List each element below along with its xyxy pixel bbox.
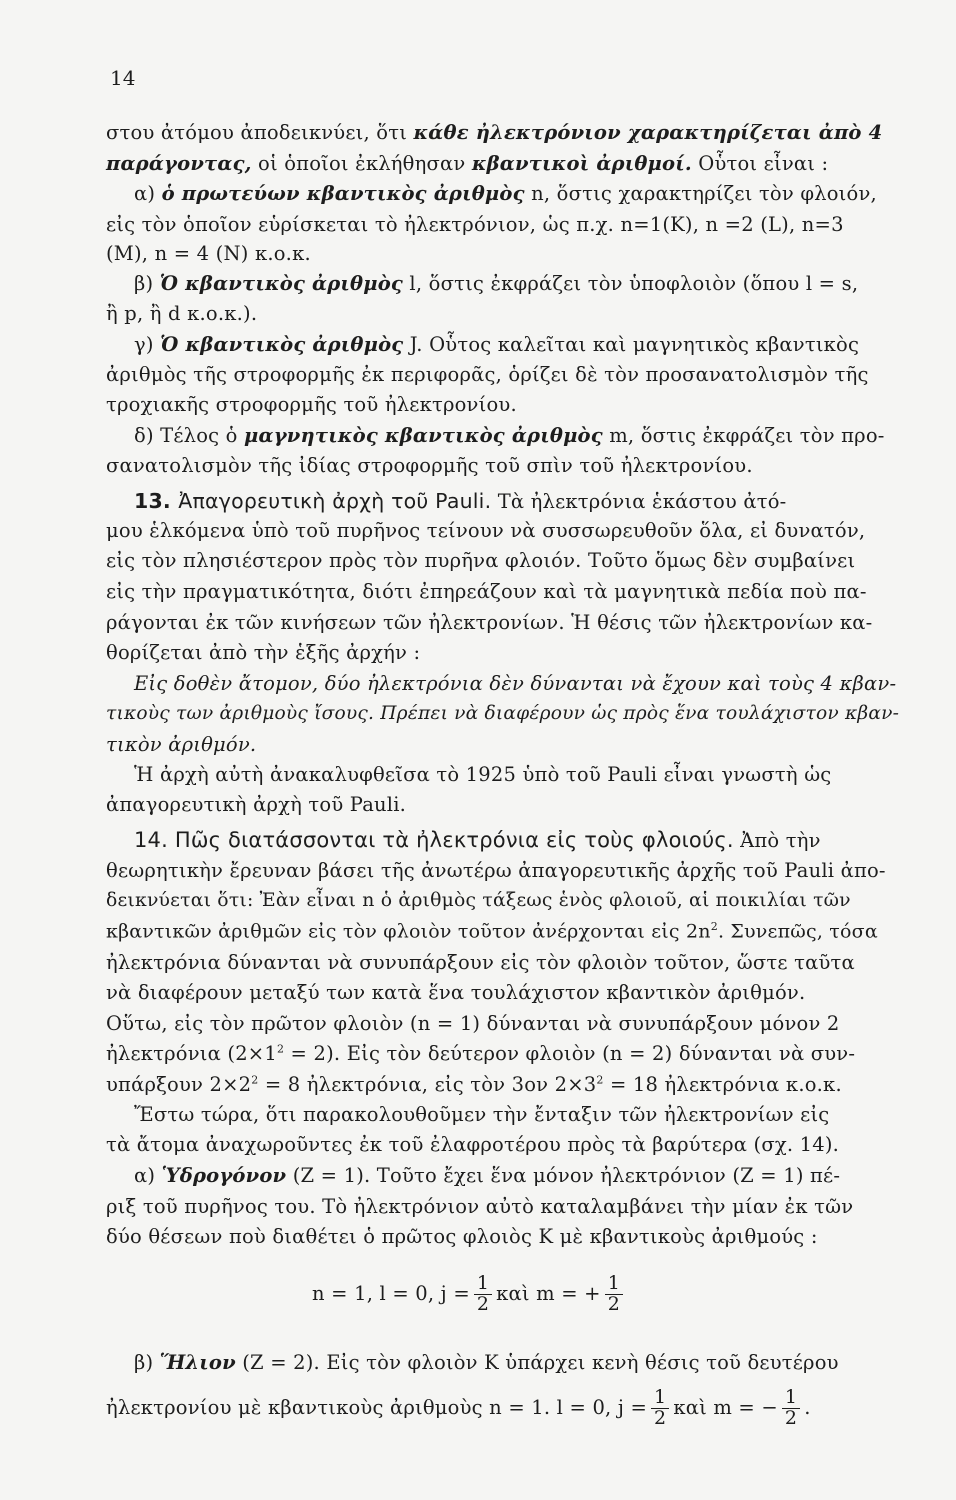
text-line: υπάρξουν $2\times 2^2 = 8$ ἠλεκτρόνια, εἰς τὸν 3ον $2\times 3^2 = 18$ ἠλεκτρόνια κ.ο.κ. (106, 1073, 842, 1096)
text-line: εἰς τὴν πραγματικότητα, διότι ἐπηρεάζουν καὶ τὰ μαγνητικὰ πεδία ποὺ πα- (106, 580, 867, 603)
quantum-numbers-equation-1: n = 1, l = 0, j = $\frac{1}{2}$ καὶ m = + $\frac{1}{2}$ (312, 1274, 627, 1315)
text-line: α) Ὑδρογόνον (Z = 1). Τοῦτο ἔχει ἕνα μόνον ἠλεκτρόνιον (Z = 1) πέ- (134, 1164, 841, 1187)
text-line: εἰς τὸν ὁποῖον εὑρίσκεται τὸ ἠλεκτρόνιον, ὡς π.χ. n=1(K), n =2 (L), n=3 (106, 213, 844, 236)
section-heading-13: 13. Ἀπαγορευτικὴ ἀρχὴ τοῦ Pauli. Τὰ ἠλεκτρόνια ἑκάστου ἀτό- (134, 489, 787, 513)
text-line: Οὕτω, εἰς τὸν πρῶτον φλοιὸν (n = 1) δύνανται νὰ συνυπάρξουν μόνον 2 (106, 1012, 840, 1035)
text-line: γ) Ὁ κβαντικὸς ἀριθμὸς J. Οὗτος καλεῖται καὶ μαγνητικὸς κβαντικὸς (134, 333, 860, 356)
text-line: σανατολισμὸν τῆς ἰδίας στροφορμῆς τοῦ σπὶν τοῦ ἠλεκτρονίου. (106, 454, 753, 477)
text-line: θεωρητικὴν ἔρευναν βάσει τῆς ἀνωτέρω ἀπαγορευτικῆς ἀρχῆς τοῦ Pauli ἀπο- (106, 859, 886, 882)
section-heading-14: 14. Πῶς διατάσσονται τὰ ἠλεκτρόνια εἰς τοὺς φλοιούς. Ἀπὸ τὴν (134, 828, 821, 852)
fraction: $\frac{1}{2}$ (605, 1274, 623, 1315)
text-line: εἰς τὸν πλησιέστερον πρὸς τὸν πυρῆνα φλοιόν. Τοῦτο ὅμως δὲν συμβαίνει (106, 549, 856, 572)
text-line: τροχιακῆς στροφορμῆς τοῦ ἠλεκτρονίου. (106, 393, 517, 416)
text-line: νὰ διαφέρουν μεταξύ των κατὰ ἕνα τουλάχιστον κβαντικὸν ἀριθμόν. (106, 981, 806, 1004)
text-line: Εἰς δοθὲν ἄτομον, δύο ἠλεκτρόνια δὲν δύνανται νὰ ἔχουν καὶ τοὺς 4 κβαν- (134, 672, 897, 695)
text-line: ράγονται ἐκ τῶν κινήσεων τῶν ἠλεκτρονίων. Ἡ θέσις τῶν ἠλεκτρονίων κα- (106, 611, 873, 634)
text-line: μου ἑλκόμενα ὑπὸ τοῦ πυρῆνος τείνουν νὰ συσσωρευθοῦν ὅλα, εἰ δυνατόν, (106, 519, 866, 542)
text-line: τὰ ἄτομα ἀναχωροῦντες ἐκ τοῦ ἐλαφροτέρου πρὸς τὰ βαρύτερα (σχ. 14). (106, 1133, 840, 1156)
text-line: (M), n = 4 (N) κ.ο.κ. (106, 242, 311, 265)
text-line: ριξ τοῦ πυρῆνος του. Τὸ ἠλεκτρόνιον αὐτὸ καταλαμβάνει τὴν μίαν ἐκ τῶν (106, 1195, 854, 1218)
text-line: τικὸν ἀριθμόν. (106, 733, 257, 756)
text-line: ἀπαγορευτικὴ ἀρχὴ τοῦ Pauli. (106, 793, 407, 816)
text-line: κβαντικῶν ἀριθμῶν εἰς τὸν φλοιὸν τοῦτον ἀνέρχονται εἰς $2n^2$. Συνεπῶς, τόσα (106, 920, 878, 943)
page-number: 14 (110, 66, 136, 90)
text-line: ἠλεκτρόνια $(2\times 1^2 = 2)$. Εἰς τὸν δεύτερον φλοιὸν (n = 2) δύνανται νὰ συν- (106, 1042, 856, 1065)
text-line: ἀριθμὸς τῆς στροφορμῆς ἐκ περιφορᾶς, ὁρίζει δὲ τὸν προσανατολισμὸν τῆς (106, 363, 869, 386)
text-line: β) Ἥλιον (Z = 2). Εἰς τὸν φλοιὸν K ὑπάρχει κενὴ θέσις τοῦ δευτέρου (134, 1351, 839, 1374)
text-line: δεικνύεται ὅτι: Ἐὰν εἶναι n ὁ ἀριθμὸς τάξεως ἑνὸς φλοιοῦ, αἱ ποικιλίαι τῶν (106, 890, 851, 911)
text-line: ἢ p, ἢ d κ.ο.κ.). (106, 302, 258, 325)
quantum-numbers-equation-2: ἠλεκτρονίου μὲ κβαντικοὺς ἀριθμοὺς n = 1. l = 0, j = $\frac{1}{2}$ καὶ m = − $\frac{1}{2}$ . (106, 1386, 811, 1429)
text-line: στου ἀτόμου ἀποδεικνύει, ὅτι κάθε ἠλεκτρόνιον χαρακτηρίζεται ἀπὸ 4 (106, 121, 883, 144)
fraction: $\frac{1}{2}$ (782, 1388, 800, 1429)
text-line: θορίζεται ἀπὸ τὴν ἑξῆς ἀρχήν : (106, 641, 421, 664)
fraction: $\frac{1}{2}$ (474, 1274, 492, 1315)
text-line: β) Ὁ κβαντικὸς ἀριθμὸς l, ὅστις ἐκφράζει τὸν ὑποφλοιὸν (ὅπου l = s, (134, 272, 859, 295)
text-line: ἠλεκτρόνια δύνανται νὰ συνυπάρξουν εἰς τὸν φλοιὸν τοῦτον, ὥστε ταῦτα (106, 951, 855, 974)
text-line: Ἡ ἀρχὴ αὐτὴ ἀνακαλυφθεῖσα τὸ 1925 ὑπὸ τοῦ Pauli εἶναι γνωστὴ ὡς (134, 763, 832, 786)
text-line: τικοὺς των ἀριθμοὺς ἴσους. Πρέπει νὰ διαφέρουν ὡς πρὸς ἕνα τουλάχιστον κβαν- (106, 703, 900, 724)
text-line: παράγοντας, οἱ ὁποῖοι ἐκλήθησαν κβαντικοὶ ἀριθμοί. Οὗτοι εἶναι : (106, 152, 829, 175)
text-line: α) ὁ πρωτεύων κβαντικὸς ἀριθμὸς n, ὅστις χαρακτηρίζει τὸν φλοιόν, (134, 182, 877, 205)
fraction: $\frac{1}{2}$ (651, 1388, 669, 1429)
text-line: δ) Τέλος ὁ μαγνητικὸς κβαντικὸς ἀριθμὸς m, ὅστις ἐκφράζει τὸν προ- (134, 424, 885, 447)
text-line: δύο θέσεων ποὺ διαθέτει ὁ πρῶτος φλοιὸς K μὲ κβαντικοὺς ἀριθμούς : (106, 1225, 818, 1248)
text-line: Ἔστω τώρα, ὅτι παρακολουθοῦμεν τὴν ἔνταξιν τῶν ἠλεκτρονίων εἰς (134, 1103, 830, 1126)
